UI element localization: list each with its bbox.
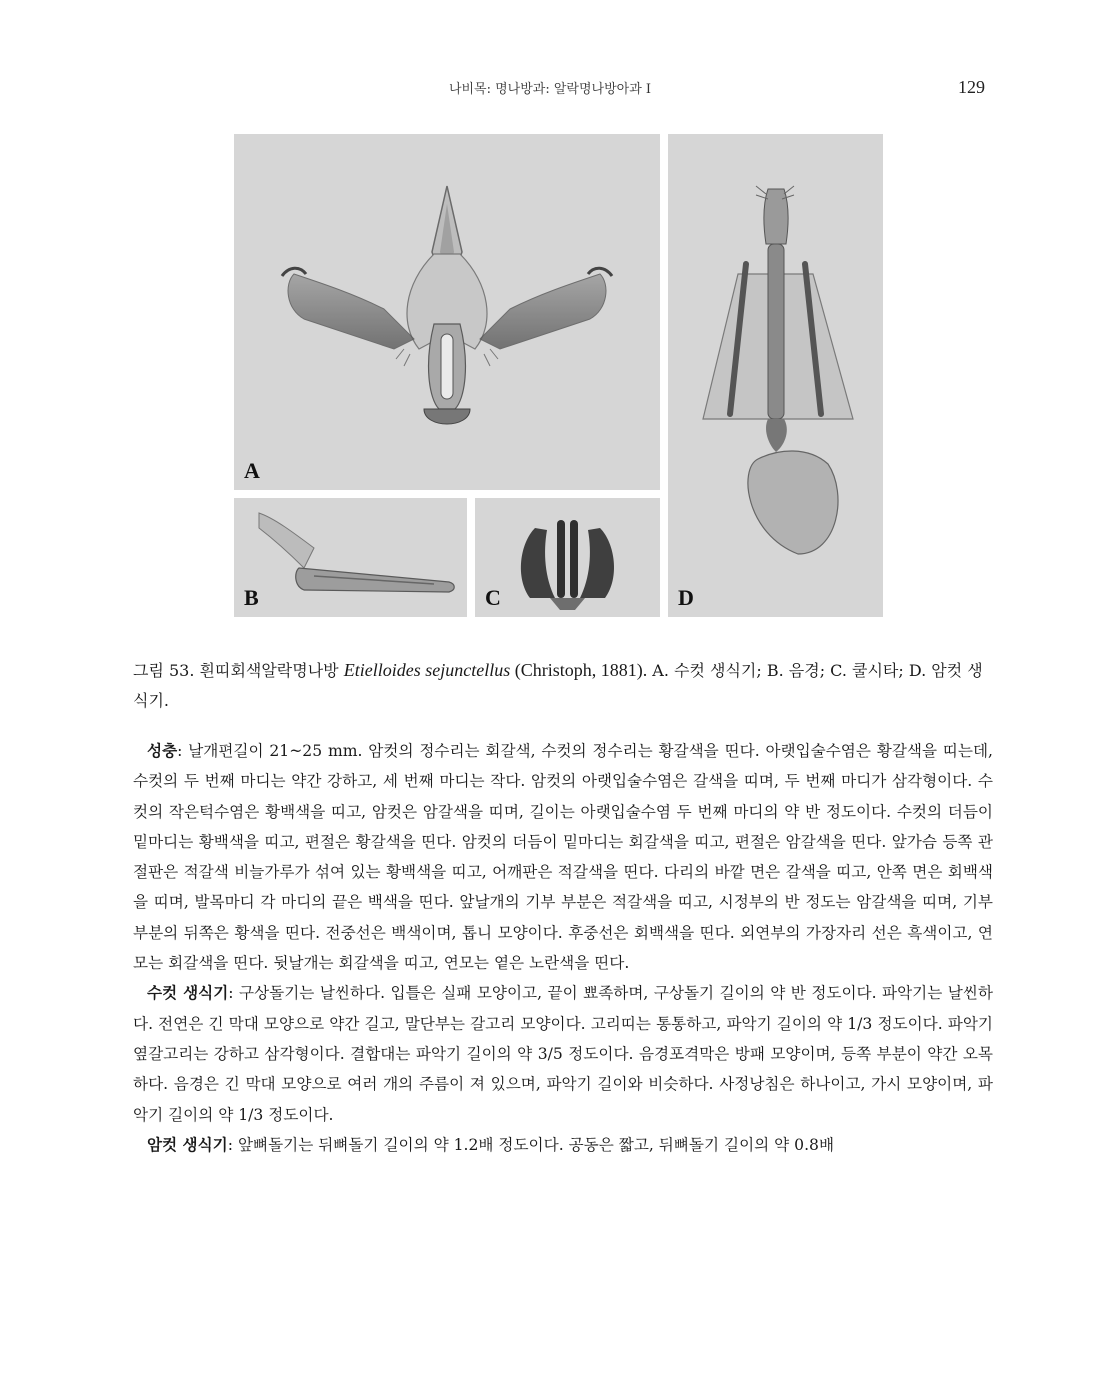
figure-panel-c [475,498,660,617]
figure-panel-d [668,134,883,617]
paragraph-female-genitalia [133,1130,993,1160]
female-genitalia-image [668,134,883,617]
section-heading-adult: 성충 [147,741,178,760]
male-genitalia-image [234,134,660,490]
running-title: 나비목: 명나방과: 알락명나방아과 I [448,82,652,97]
paragraph-adult [133,736,993,978]
caption-prefix: 그림 53. 흰띠회색알락명나방 [133,661,344,680]
figure-panel-a [234,134,660,490]
aedeagus-image [234,498,467,617]
page-number: 129 [958,77,985,97]
figure-caption [133,655,993,716]
body-text [133,736,993,1160]
species-author: (Christoph, 1881). [510,660,648,680]
section-text-adult: : 날개편길이 21~25 mm. 암컷의 정수리는 회갈색, 수컷의 정수리는 황갈색을 띤다. 아랫입술수염은 황갈색을 띠는데, 수컷의 두 번째 마디는 약간 강하고, 세 번째 마디는 작다. 암컷의 아랫입술수염은 갈색을 띠며, 두 번째 마디가 삼각형이다. 수컷의 작은턱수염은 황백색을 띠고, 암컷은 암갈색을 띠며, 길이는 아랫입술수염 두 번째 마디의 약 반 정도이다. 수컷의 더듬이 밑마디는 황백색을 띠고, 편절은 황갈색을 띤다. 암컷의 더듬이 밑마디는 회갈색을 띠고, 편절은 암갈색을 띤다. 앞가슴 등쪽 관절판은 적갈색 비늘가루가 섞여 있는 황백색을 띠고, 어깨판은 적갈색을 띤다. 다리의 바깥 면은 갈색을 띠고, 안쪽 면은 회백색을 띠며, 발목마디 각 마디의 끝은 백색을 띤다. 앞날개의 기부 부분은 적갈색을 띠고, 시정부의 반 정도는 암갈색을 띠며, 기부 부분의 뒤쪽은 황색을 띤다. 전중선은 백색이며, 톱니 모양이다. 후중선은 회백색을 띤다. 외연부의 가장자리 선은 흑색이고, 연모는 회갈색을 띤다. 뒷날개는 회갈색을 띠고, 연모는 옅은 노란색을 띤다. [133,742,993,973]
culcita-image [475,498,660,617]
section-heading-male: 수컷 생식기 [147,983,229,1003]
panel-label-c: C [485,585,501,610]
section-text-male: : 구상돌기는 날씬하다. 입틀은 실패 모양이고, 끝이 뾰족하며, 구상돌기 길이의 약 반 정도이다. 파악기는 날씬하다. 전연은 긴 막대 모양으로 약간 길고, 말단부는 갈고리 모양이다. 고리띠는 통통하고, 파악기 길이의 약 1/3 정도이다. 파악기 옆갈고리는 강하고 삼각형이다. 결합대는 파악기 길이의 약 3/5 정도이다. 음경포격막은 방패 모양이며, 등쪽 부분이 약간 오목하다. 음경은 긴 막대 모양으로 여러 개의 주름이 져 있으며, 파악기 길이와 비슷하다. 사정낭침은 하나이고, 가시 모양이며, 파악기 길이의 약 1/3 정도이다. [133,984,993,1124]
panel-label-b: B [244,585,259,610]
section-heading-female: 암컷 생식기 [147,1134,228,1154]
section-text-female: : 앞뼈돌기는 뒤뼈돌기 길이의 약 1.2배 정도이다. 공동은 짧고, 뒤뼈돌기 길이의 약 0.8배 [227,1135,835,1154]
panel-label-d: D [678,585,694,610]
species-name: Etielloides sejunctellus [343,660,511,680]
caption-panels: A. 수컷 생식기; B. 음경; C. 쿨시타; D. 암컷 생식기. [133,661,983,710]
figure-panel-b [234,498,467,617]
panel-label-a: A [244,458,260,483]
paragraph-male-genitalia [133,978,993,1129]
